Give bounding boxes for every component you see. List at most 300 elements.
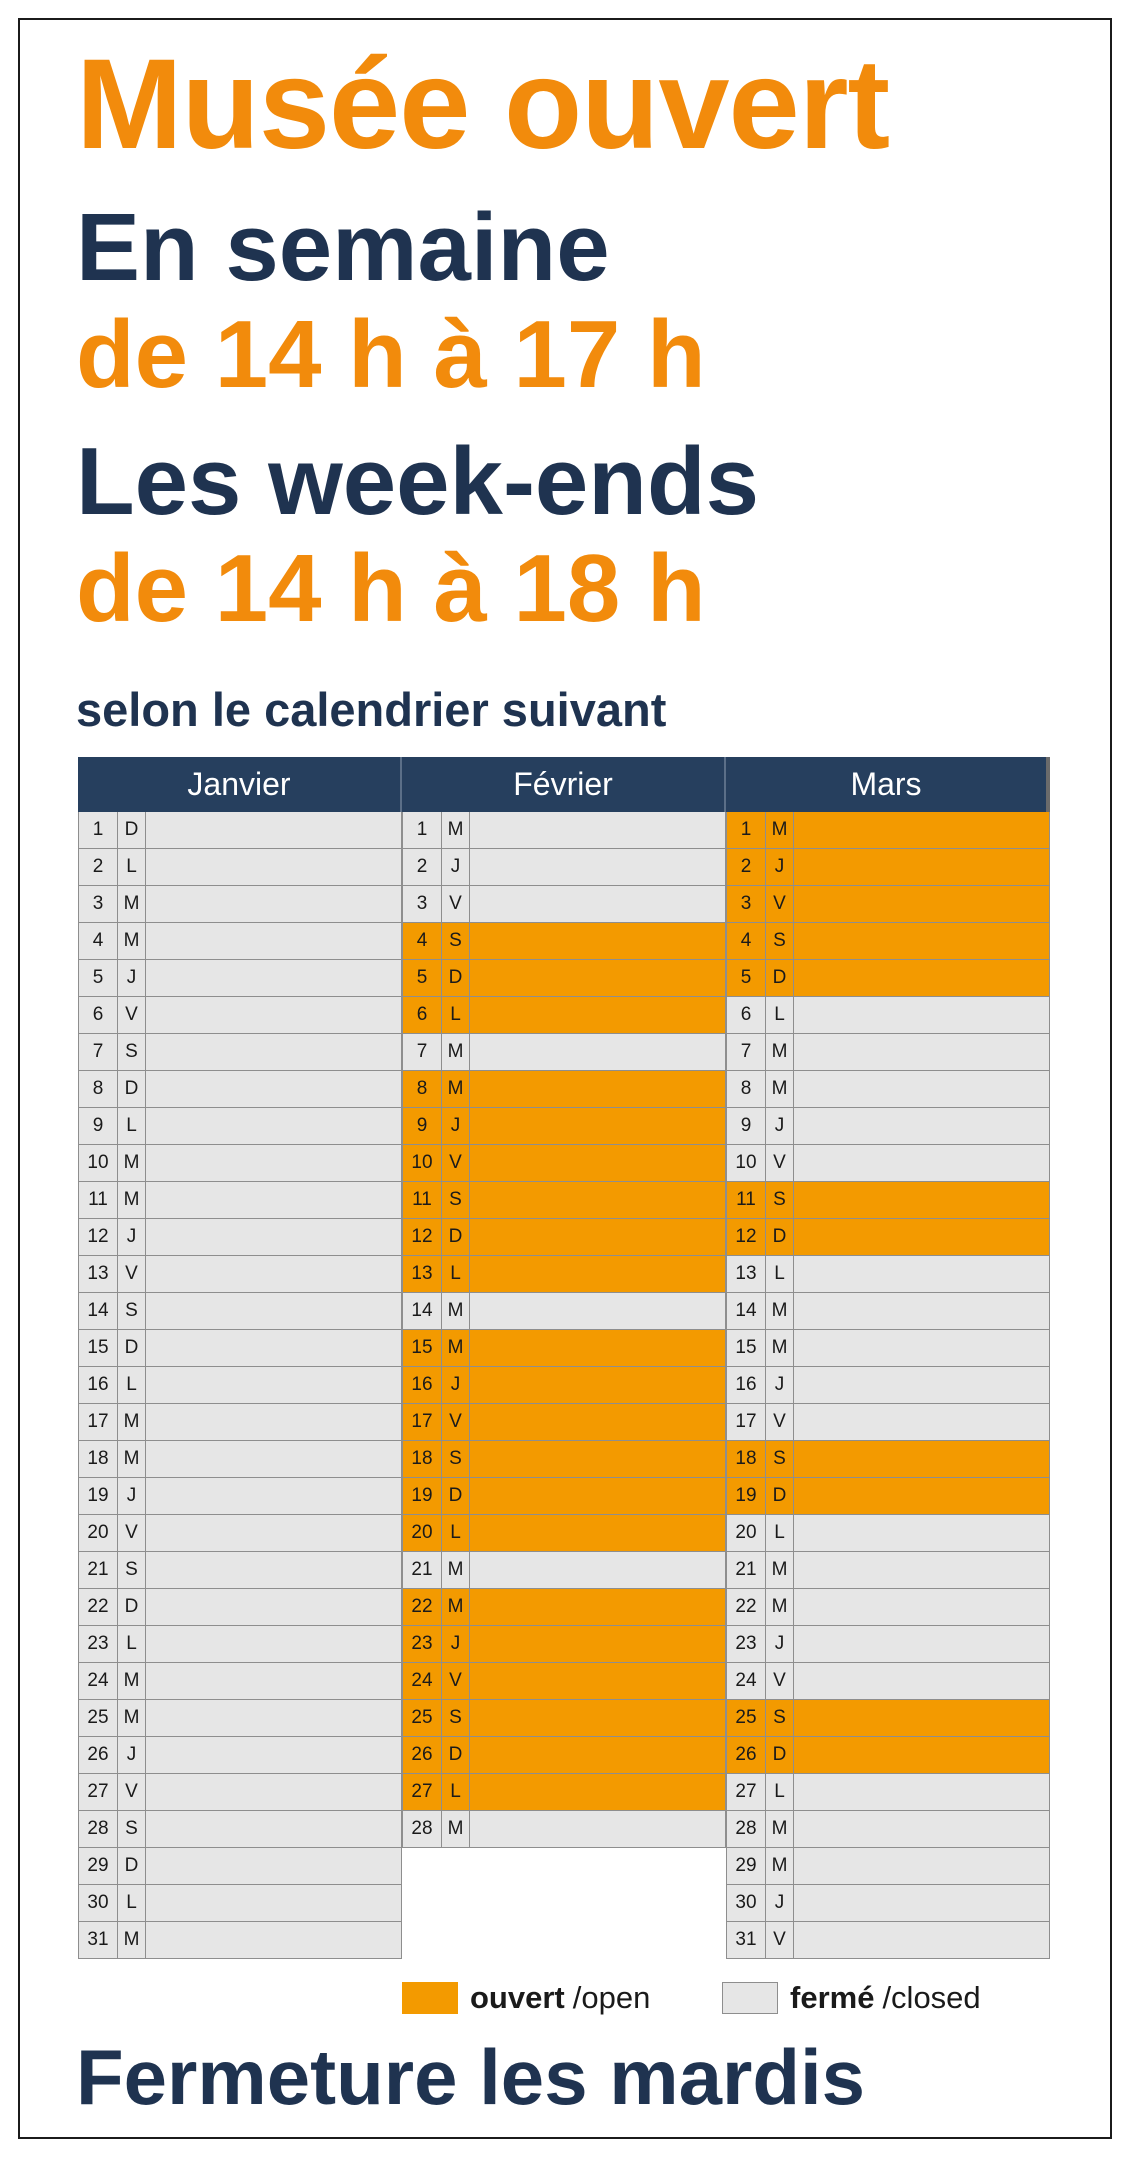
day-status-bar <box>146 960 402 996</box>
day-row <box>402 1367 726 1404</box>
day-status-bar <box>794 1367 1050 1403</box>
day-row <box>726 1145 1050 1182</box>
day-number: 17 <box>402 1404 442 1440</box>
day-status-bar <box>794 1108 1050 1144</box>
day-row <box>402 1256 726 1293</box>
day-letter: S <box>442 1441 470 1477</box>
day-row <box>726 1108 1050 1145</box>
day-letter: M <box>442 1071 470 1107</box>
day-row <box>402 1219 726 1256</box>
weekday-hours: de 14 h à 17 h <box>76 301 706 408</box>
day-number: 2 <box>726 849 766 885</box>
day-status-bar <box>146 1552 402 1588</box>
day-letter: M <box>442 812 470 848</box>
day-letter: L <box>442 1256 470 1292</box>
day-row <box>78 1071 402 1108</box>
day-number: 22 <box>726 1589 766 1625</box>
day-status-bar <box>794 1256 1050 1292</box>
day-letter: J <box>442 849 470 885</box>
day-letter: M <box>118 923 146 959</box>
day-row <box>726 1182 1050 1219</box>
day-status-bar <box>794 1330 1050 1366</box>
day-status-bar <box>470 1478 726 1514</box>
day-letter: J <box>766 1108 794 1144</box>
day-letter: S <box>442 923 470 959</box>
day-status-bar <box>146 1663 402 1699</box>
day-number: 5 <box>78 960 118 996</box>
day-number: 23 <box>402 1626 442 1662</box>
day-number: 13 <box>726 1256 766 1292</box>
day-status-bar <box>794 960 1050 996</box>
day-letter: S <box>118 1811 146 1847</box>
day-status-bar <box>146 812 402 848</box>
day-number: 11 <box>402 1182 442 1218</box>
day-row <box>78 812 402 849</box>
day-row <box>402 1737 726 1774</box>
day-letter: J <box>118 1737 146 1773</box>
day-letter: V <box>118 1515 146 1551</box>
day-letter: D <box>442 1219 470 1255</box>
day-status-bar <box>794 1922 1050 1958</box>
day-number: 28 <box>726 1811 766 1847</box>
day-letter: D <box>766 1737 794 1773</box>
day-letter: S <box>442 1182 470 1218</box>
day-number: 27 <box>726 1774 766 1810</box>
day-row <box>726 1071 1050 1108</box>
day-row <box>726 886 1050 923</box>
day-status-bar <box>794 812 1050 848</box>
day-row <box>78 886 402 923</box>
day-letter: L <box>766 997 794 1033</box>
day-number: 30 <box>78 1885 118 1921</box>
day-letter: D <box>766 1478 794 1514</box>
day-number: 14 <box>78 1293 118 1329</box>
day-row <box>402 886 726 923</box>
day-number: 15 <box>726 1330 766 1366</box>
calendar-subtitle: selon le calendrier suivant <box>76 683 667 736</box>
day-row <box>78 1404 402 1441</box>
day-letter: S <box>766 1441 794 1477</box>
day-number: 13 <box>78 1256 118 1292</box>
day-row <box>402 1145 726 1182</box>
day-number: 28 <box>402 1811 442 1847</box>
day-letter: V <box>766 1404 794 1440</box>
day-status-bar <box>470 1367 726 1403</box>
legend-closed-label: fermé <box>790 1980 875 2015</box>
day-row <box>726 1774 1050 1811</box>
day-number: 17 <box>726 1404 766 1440</box>
day-number: 16 <box>402 1367 442 1403</box>
day-row <box>78 1367 402 1404</box>
day-row <box>726 1034 1050 1071</box>
day-number: 13 <box>402 1256 442 1292</box>
day-status-bar <box>794 1774 1050 1810</box>
day-status-bar <box>146 1478 402 1514</box>
day-status-bar <box>470 1256 726 1292</box>
day-row <box>726 1441 1050 1478</box>
calendar-columns <box>78 812 1050 1959</box>
day-row <box>78 1478 402 1515</box>
day-row <box>402 1811 726 1848</box>
day-row <box>726 1700 1050 1737</box>
day-status-bar <box>146 886 402 922</box>
day-number: 10 <box>726 1145 766 1181</box>
day-letter: J <box>118 1478 146 1514</box>
day-row <box>402 1404 726 1441</box>
day-letter: J <box>766 1367 794 1403</box>
day-status-bar <box>146 1589 402 1625</box>
day-number: 22 <box>402 1589 442 1625</box>
day-number: 19 <box>78 1478 118 1514</box>
day-row <box>78 1034 402 1071</box>
day-status-bar <box>146 1108 402 1144</box>
day-letter: M <box>766 1552 794 1588</box>
day-number: 27 <box>78 1774 118 1810</box>
day-number: 7 <box>402 1034 442 1070</box>
day-row <box>78 1848 402 1885</box>
day-number: 18 <box>78 1441 118 1477</box>
day-status-bar <box>470 1441 726 1477</box>
day-letter: D <box>118 1330 146 1366</box>
day-status-bar <box>470 1589 726 1625</box>
day-number: 16 <box>78 1367 118 1403</box>
day-number: 19 <box>726 1478 766 1514</box>
day-number: 7 <box>78 1034 118 1070</box>
legend-closed-swatch <box>722 1982 778 2014</box>
day-row <box>726 812 1050 849</box>
day-row <box>402 1700 726 1737</box>
day-status-bar <box>794 997 1050 1033</box>
day-status-bar <box>146 1885 402 1921</box>
day-status-bar <box>794 1145 1050 1181</box>
day-letter: M <box>442 1034 470 1070</box>
day-letter: V <box>442 886 470 922</box>
day-row <box>78 1330 402 1367</box>
day-letter: J <box>766 849 794 885</box>
legend-open-label: ouvert <box>470 1980 565 2015</box>
day-row <box>78 1922 402 1959</box>
calendar <box>78 757 1050 1959</box>
day-letter: L <box>442 1515 470 1551</box>
day-row <box>726 1478 1050 1515</box>
day-letter: V <box>118 1256 146 1292</box>
day-number: 29 <box>726 1848 766 1884</box>
day-number: 3 <box>726 886 766 922</box>
month-column <box>402 812 726 1848</box>
day-number: 21 <box>78 1552 118 1588</box>
day-row <box>78 1219 402 1256</box>
day-status-bar <box>470 1774 726 1810</box>
day-number: 31 <box>726 1922 766 1958</box>
day-number: 24 <box>726 1663 766 1699</box>
day-number: 3 <box>78 886 118 922</box>
closing-notice: Fermeture les mardis <box>76 2033 866 2121</box>
day-status-bar <box>146 1626 402 1662</box>
day-number: 16 <box>726 1367 766 1403</box>
day-row <box>726 1552 1050 1589</box>
day-letter: J <box>118 960 146 996</box>
day-letter: L <box>766 1774 794 1810</box>
day-letter: L <box>118 1626 146 1662</box>
day-status-bar <box>146 1034 402 1070</box>
day-status-bar <box>146 1441 402 1477</box>
day-status-bar <box>794 1811 1050 1847</box>
day-row <box>402 1330 726 1367</box>
day-status-bar <box>146 1367 402 1403</box>
day-status-bar <box>470 1811 726 1847</box>
day-row <box>726 1330 1050 1367</box>
day-number: 25 <box>726 1700 766 1736</box>
day-status-bar <box>794 1293 1050 1329</box>
day-status-bar <box>794 1441 1050 1477</box>
month-column <box>78 812 402 1959</box>
day-row <box>78 1885 402 1922</box>
day-letter: D <box>766 960 794 996</box>
day-number: 4 <box>726 923 766 959</box>
day-row <box>78 1108 402 1145</box>
day-letter: M <box>442 1589 470 1625</box>
day-status-bar <box>146 1737 402 1773</box>
day-status-bar <box>146 1700 402 1736</box>
day-number: 4 <box>402 923 442 959</box>
day-number: 12 <box>78 1219 118 1255</box>
day-row <box>726 1367 1050 1404</box>
day-number: 25 <box>402 1700 442 1736</box>
day-number: 18 <box>402 1441 442 1477</box>
day-number: 1 <box>726 812 766 848</box>
day-number: 14 <box>726 1293 766 1329</box>
day-status-bar <box>470 1145 726 1181</box>
day-letter: V <box>766 1663 794 1699</box>
page-title: Musée ouvert <box>76 33 890 176</box>
day-letter: S <box>118 1552 146 1588</box>
day-row <box>726 1293 1050 1330</box>
legend-open <box>402 1981 650 2015</box>
day-status-bar <box>794 1737 1050 1773</box>
day-row <box>402 1071 726 1108</box>
day-letter: S <box>766 1182 794 1218</box>
day-letter: M <box>118 1182 146 1218</box>
day-letter: V <box>442 1663 470 1699</box>
day-number: 15 <box>402 1330 442 1366</box>
month-column <box>726 812 1050 1959</box>
day-number: 30 <box>726 1885 766 1921</box>
day-row <box>726 1515 1050 1552</box>
day-row <box>726 960 1050 997</box>
day-status-bar <box>794 1034 1050 1070</box>
day-number: 1 <box>402 812 442 848</box>
day-letter: J <box>442 1367 470 1403</box>
day-number: 6 <box>726 997 766 1033</box>
day-status-bar <box>470 1404 726 1440</box>
day-status-bar <box>470 1663 726 1699</box>
day-number: 8 <box>78 1071 118 1107</box>
day-status-bar <box>470 997 726 1033</box>
day-letter: D <box>118 812 146 848</box>
day-row <box>78 997 402 1034</box>
day-number: 8 <box>726 1071 766 1107</box>
day-status-bar <box>146 1404 402 1440</box>
day-row <box>78 960 402 997</box>
day-row <box>726 1737 1050 1774</box>
day-status-bar <box>146 997 402 1033</box>
day-status-bar <box>146 923 402 959</box>
day-number: 9 <box>78 1108 118 1144</box>
day-status-bar <box>470 1293 726 1329</box>
month-header-fevrier: Février <box>402 757 726 812</box>
day-row <box>78 1737 402 1774</box>
day-row <box>726 1256 1050 1293</box>
day-number: 9 <box>726 1108 766 1144</box>
calendar-header <box>78 757 1050 812</box>
day-row <box>78 1145 402 1182</box>
day-number: 21 <box>402 1552 442 1588</box>
day-row <box>78 1589 402 1626</box>
day-status-bar <box>794 1663 1050 1699</box>
day-number: 3 <box>402 886 442 922</box>
day-letter: V <box>766 886 794 922</box>
day-status-bar <box>470 1330 726 1366</box>
day-number: 2 <box>78 849 118 885</box>
day-number: 17 <box>78 1404 118 1440</box>
day-row <box>402 997 726 1034</box>
day-letter: L <box>118 1367 146 1403</box>
day-letter: D <box>766 1219 794 1255</box>
day-letter: M <box>442 1552 470 1588</box>
day-number: 8 <box>402 1071 442 1107</box>
day-row <box>78 1811 402 1848</box>
day-number: 25 <box>78 1700 118 1736</box>
day-letter: L <box>118 1108 146 1144</box>
day-letter: V <box>118 1774 146 1810</box>
day-row <box>726 1922 1050 1959</box>
day-row <box>78 1626 402 1663</box>
day-status-bar <box>470 1108 726 1144</box>
day-row <box>402 812 726 849</box>
day-letter: J <box>766 1885 794 1921</box>
day-letter: M <box>118 1700 146 1736</box>
day-status-bar <box>794 1515 1050 1551</box>
day-letter: M <box>118 1145 146 1181</box>
day-letter: M <box>766 812 794 848</box>
day-letter: S <box>442 1700 470 1736</box>
day-number: 26 <box>78 1737 118 1773</box>
month-header-mars: Mars <box>726 757 1050 812</box>
day-row <box>402 1182 726 1219</box>
day-number: 12 <box>402 1219 442 1255</box>
day-status-bar <box>146 1071 402 1107</box>
day-letter: M <box>766 1811 794 1847</box>
day-letter: M <box>766 1293 794 1329</box>
day-row <box>402 849 726 886</box>
day-letter: D <box>442 960 470 996</box>
day-row <box>402 1034 726 1071</box>
day-status-bar <box>470 923 726 959</box>
day-letter: D <box>442 1478 470 1514</box>
legend-open-translation: /open <box>572 1980 651 2015</box>
day-letter: V <box>442 1145 470 1181</box>
legend-closed <box>722 1981 981 2015</box>
day-letter: M <box>766 1330 794 1366</box>
day-status-bar <box>470 812 726 848</box>
day-row <box>78 1515 402 1552</box>
day-letter: D <box>118 1071 146 1107</box>
day-letter: M <box>118 1663 146 1699</box>
day-letter: M <box>442 1293 470 1329</box>
day-status-bar <box>794 923 1050 959</box>
day-row <box>402 1441 726 1478</box>
day-number: 27 <box>402 1774 442 1810</box>
day-row <box>78 1293 402 1330</box>
day-status-bar <box>146 1145 402 1181</box>
day-status-bar <box>470 1071 726 1107</box>
day-status-bar <box>794 1071 1050 1107</box>
day-row <box>726 1811 1050 1848</box>
day-row <box>726 923 1050 960</box>
day-status-bar <box>794 1589 1050 1625</box>
day-row <box>78 923 402 960</box>
day-row <box>78 1774 402 1811</box>
weekday-label: En semaine <box>76 194 610 301</box>
day-number: 23 <box>726 1626 766 1662</box>
day-number: 11 <box>78 1182 118 1218</box>
day-status-bar <box>470 1700 726 1736</box>
day-letter: S <box>118 1293 146 1329</box>
day-number: 10 <box>78 1145 118 1181</box>
day-row <box>402 1478 726 1515</box>
day-row <box>402 960 726 997</box>
day-number: 19 <box>402 1478 442 1514</box>
day-letter: D <box>118 1589 146 1625</box>
day-status-bar <box>794 1885 1050 1921</box>
day-letter: M <box>118 886 146 922</box>
day-row <box>726 1404 1050 1441</box>
weekend-hours: de 14 h à 18 h <box>76 535 706 642</box>
day-number: 1 <box>78 812 118 848</box>
day-number: 7 <box>726 1034 766 1070</box>
day-row <box>402 1108 726 1145</box>
day-row <box>78 849 402 886</box>
day-number: 24 <box>402 1663 442 1699</box>
day-number: 21 <box>726 1552 766 1588</box>
day-number: 15 <box>78 1330 118 1366</box>
day-status-bar <box>146 1515 402 1551</box>
day-number: 14 <box>402 1293 442 1329</box>
day-number: 9 <box>402 1108 442 1144</box>
day-status-bar <box>470 1515 726 1551</box>
day-status-bar <box>470 1552 726 1588</box>
day-letter: V <box>766 1922 794 1958</box>
day-letter: J <box>766 1626 794 1662</box>
day-letter: M <box>442 1330 470 1366</box>
day-status-bar <box>146 1811 402 1847</box>
day-letter: L <box>766 1256 794 1292</box>
day-row <box>726 1626 1050 1663</box>
day-number: 20 <box>726 1515 766 1551</box>
day-letter: J <box>442 1626 470 1662</box>
day-status-bar <box>794 1404 1050 1440</box>
day-number: 29 <box>78 1848 118 1884</box>
day-row <box>402 1663 726 1700</box>
day-letter: M <box>766 1589 794 1625</box>
day-status-bar <box>146 1922 402 1958</box>
day-status-bar <box>794 1626 1050 1662</box>
day-row <box>402 1774 726 1811</box>
day-letter: V <box>442 1404 470 1440</box>
day-number: 22 <box>78 1589 118 1625</box>
day-letter: V <box>118 997 146 1033</box>
day-status-bar <box>470 1182 726 1218</box>
